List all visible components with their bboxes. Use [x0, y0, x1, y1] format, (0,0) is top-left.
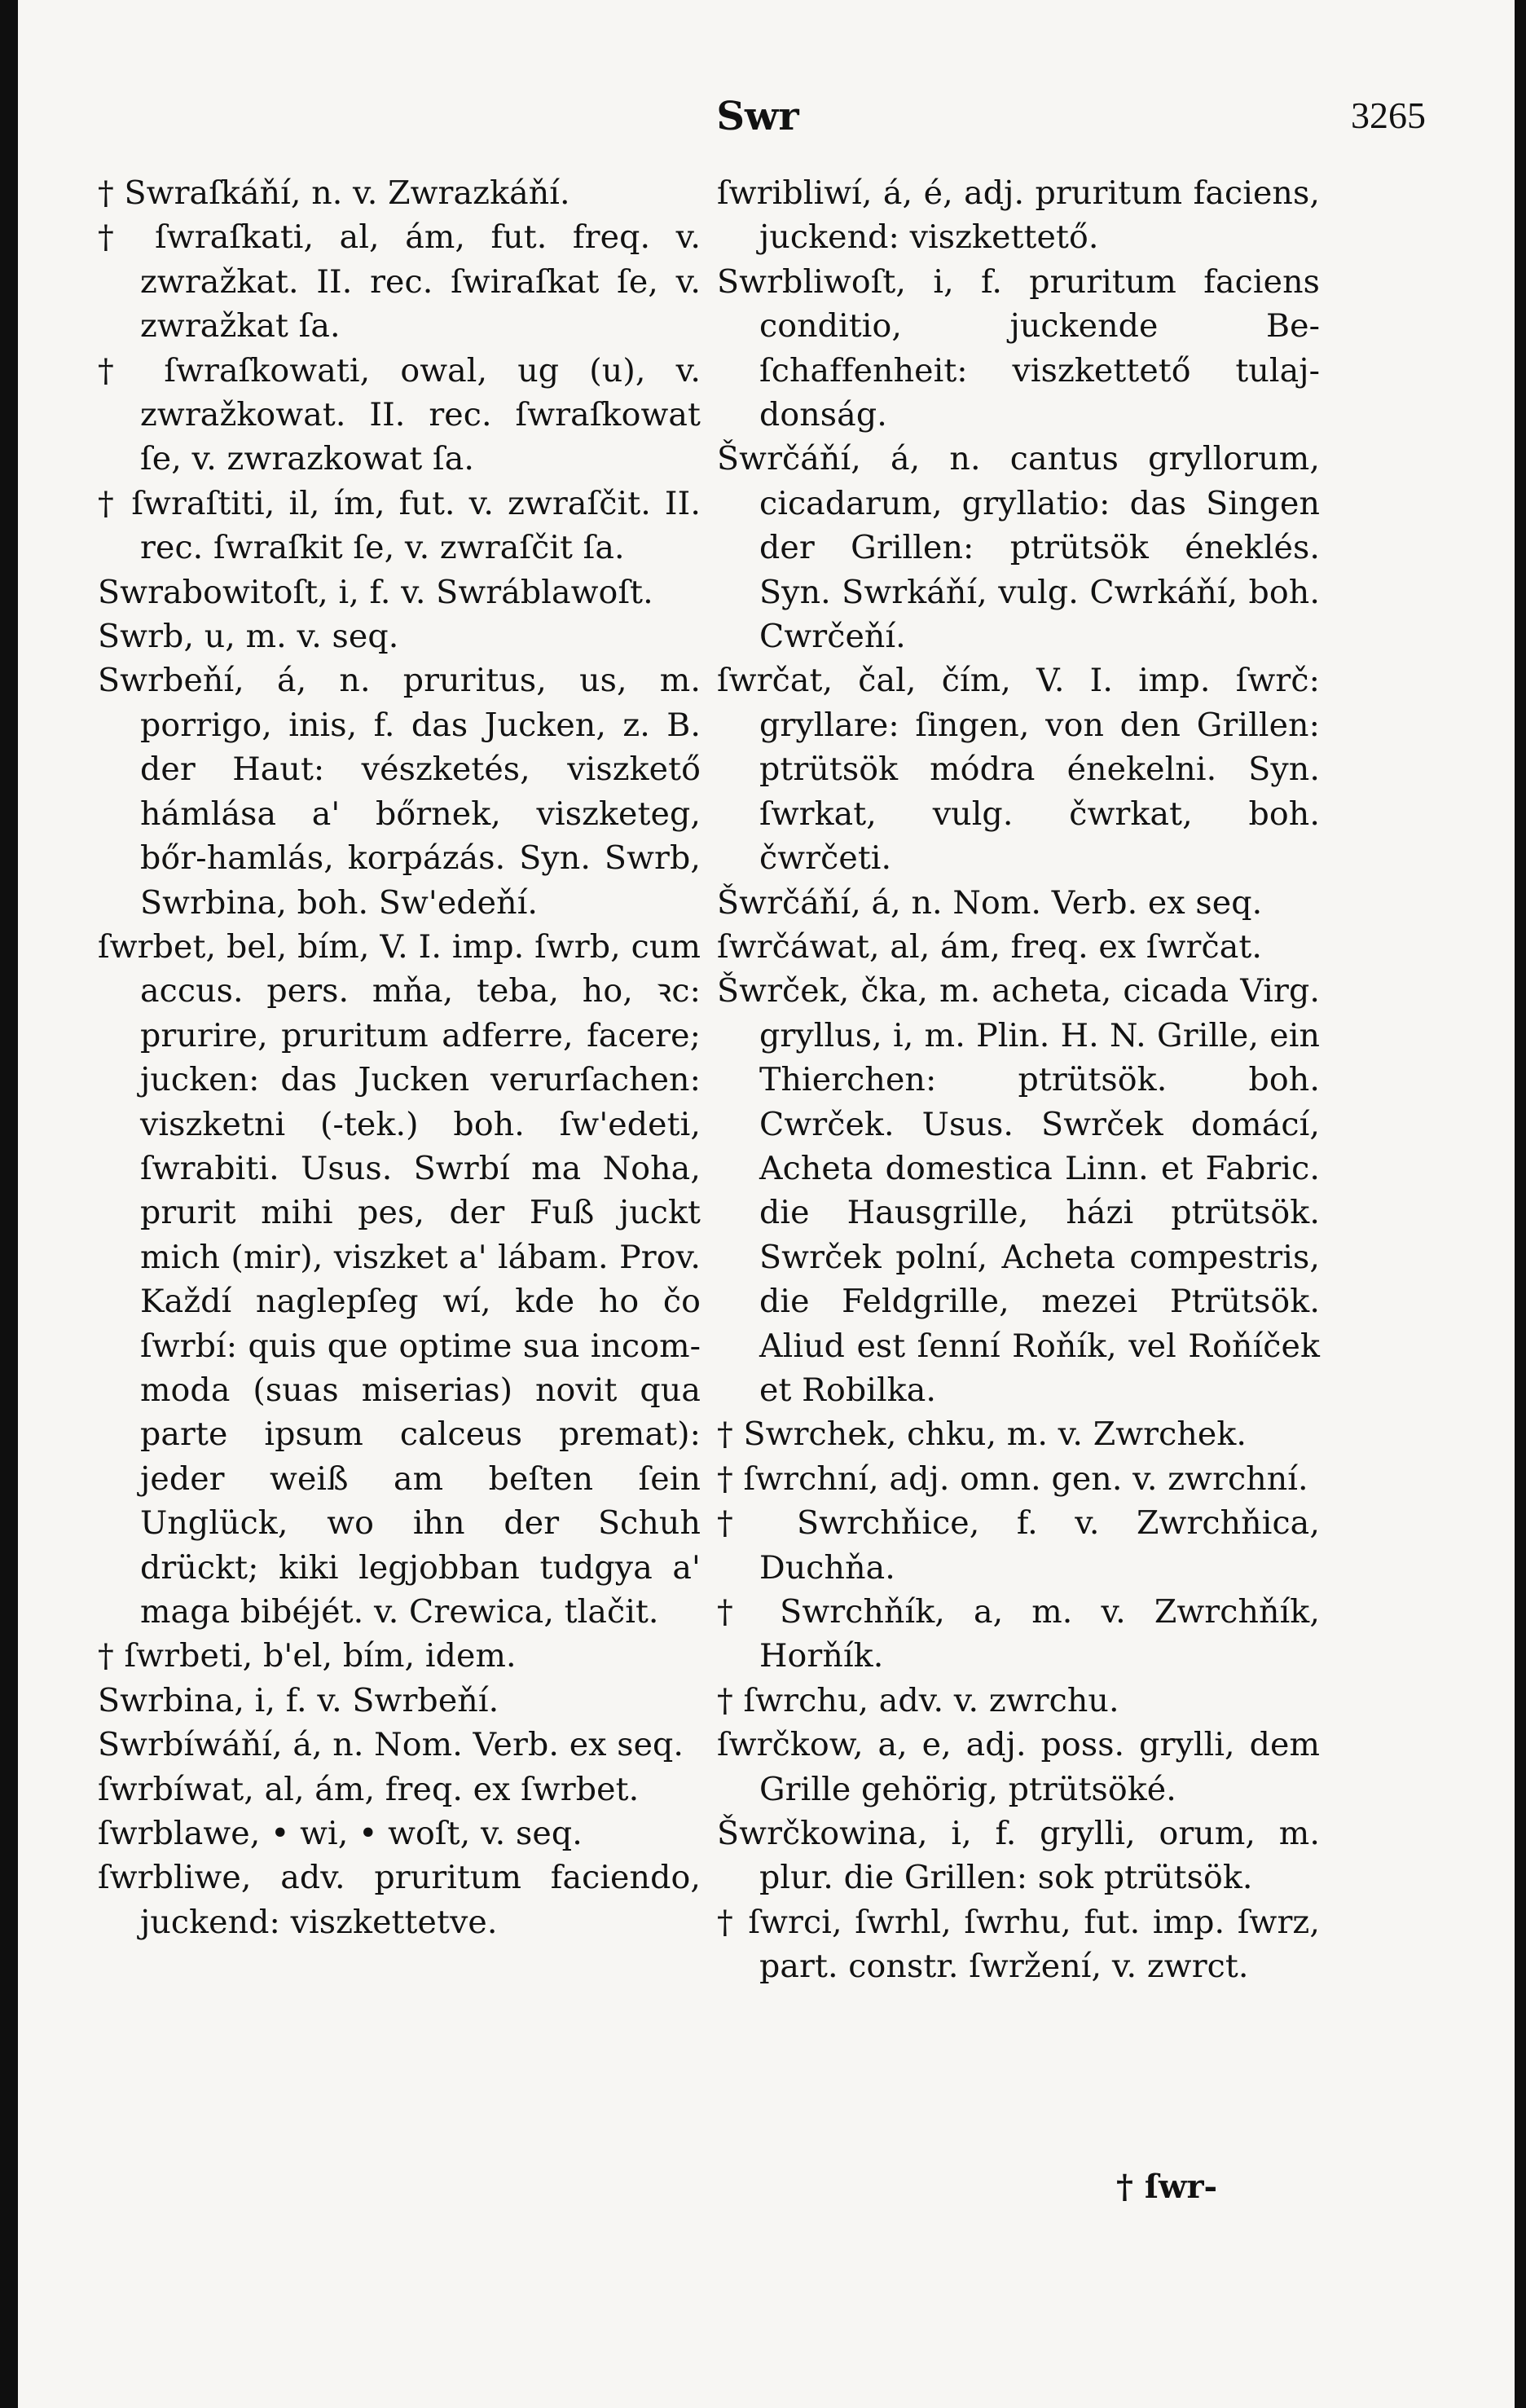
- dictionary-entry: Swrbliwoſt, i, f. pruritum faciens conditio, juckende Beſchaffenheit: viszkettető tulajdonság.: [717, 262, 1320, 434]
- dictionary-entry: ſwrbíwat, al, ám, freq. ex ſwrbet.: [98, 1770, 640, 1808]
- dictionary-entry: ſwrbliwe, adv. pruritum faciendo, juckend: viszkettetve.: [98, 1859, 701, 1941]
- dictionary-entry: Šwrčáňí, á, n. Nom. Verb. ex seq.: [717, 883, 1263, 922]
- left-column: [98, 171, 701, 1944]
- dictionary-entry: Šwrčkowina, i, f. grylli, orum, m. plur. die Grillen: sok ptrütsök.: [717, 1815, 1320, 1897]
- dictionary-entry: ſwrbet, bel, bím, V. I. imp. ſwrb, cum accus. pers. mňa, teba, ho, ꝛc: prurire, pruritum adferre, facere; jucken: das Jucken verurſachen: viszketni (-tek.) boh. ſw'edeti, ſwrabiti. Usus. Swrbí ma Noha, prurit mihi pes, der Fuß juckt mich (mir), viszket a' lábam. Prov. Každí naglepſeg wí, kde ho čo ſwrbí: quis que optime sua incommoda (suas miserias) novit qua parte ipsum calceus premat): jeder weiß am beſten ſein Unglück, wo ihn der Schuh drückt; kiki legjobban tudgya a' maga bibéjét. v. Crewica, tlačit.: [98, 927, 701, 1631]
- dictionary-entry: Swrb, u, m. v. seq.: [98, 618, 399, 656]
- dictionary-entry: † Swraſkáňí, n. v. Zwrazkáňí.: [98, 174, 570, 212]
- dictionary-entry: † ſwraſkati, al, ám, fut. freq. v. zwražkat. II. rec. ſwiraſkat ſe, v. zwražkat ſa.: [98, 218, 701, 346]
- dictionary-entry: Swrbíwáňí, á, n. Nom. Verb. ex seq.: [98, 1726, 684, 1764]
- dictionary-entry: Swrbeňí, á, n. pruritus, us, m. porrigo, inis, f. das Jucken, z. B. der Haut: vészketés, viszkető hámlása a' bőrnek, viszketeg, bőr-hamlás, korpázás. Syn. Swrb, Swrbina, boh. Sw'edeňí.: [98, 662, 701, 922]
- dictionary-entry: † Swrchňík, a, m. v. Zwrchňík, Horňík.: [717, 1593, 1320, 1675]
- dictionary-entry: † ſwraſtiti, il, ím, fut. v. zwraſčit. II. rec. ſwraſkit ſe, v. zwraſčit ſa.: [98, 484, 701, 567]
- right-column: [717, 171, 1320, 1989]
- dictionary-entry: ſwrčat, čal, čím, V. I. imp. ſwrč: gryllare: ſingen, von den Grillen: ptrütsök módra énekelni. Syn. ſwrkat, vulg. čwrkat, boh. čwrčeti.: [717, 662, 1320, 878]
- scan-edge-right: [1515, 0, 1526, 2408]
- dictionary-entry: Šwrček, čka, m. acheta, cicada Virg. gryllus, i, m. Plin. H. N. Grille, ein Thierchen: ptrütsök. boh. Cwrček. Usus. Swrček domácí, Acheta domestica Linn. et Fabric. die Hausgrille, házi ptrütsök. Swrček polní, Acheta compestris, die Feldgrille, mezei Ptrütsök. Aliud est ſenní Roňík, vel Roňíček et Robilka.: [717, 972, 1320, 1409]
- running-head: Swr: [716, 94, 799, 139]
- dictionary-entry: ſwrblawe, • wi, • woſt, v. seq.: [98, 1815, 583, 1853]
- dictionary-entry: Šwrčáňí, á, n. cantus gryllorum, cicadarum, gryllatio: das Singen der Grillen: ptrütsök éneklés. Syn. Swrkáňí, vulg. Cwrkáňí, boh. Cwrčeňí.: [717, 440, 1320, 656]
- page-header: [81, 94, 1458, 151]
- dictionary-page: [81, 77, 1458, 2375]
- dictionary-entry: † Swrchek, chku, m. v. Zwrchek.: [717, 1415, 1247, 1454]
- dictionary-entry: ſwrčkow, a, e, adj. poss. grylli, dem Grille gehörig, ptrütsöké.: [717, 1726, 1320, 1808]
- dictionary-entry: ſwrčáwat, al, ám, freq. ex ſwrčat.: [717, 927, 1263, 966]
- page-number: 3265: [1351, 95, 1426, 136]
- dictionary-entry: † ſwrci, ſwrhl, ſwrhu, fut. imp. ſwrz, part. constr. ſwržení, v. zwrct.: [717, 1903, 1320, 1986]
- dictionary-entry: † ſwraſkowati, owal, ug (u), v. zwražkowat. II. rec. ſwraſkowat ſe, v. zwrazkowat ſa.: [98, 351, 701, 478]
- dictionary-entry: † ſwrbeti, b'el, bím, idem.: [98, 1637, 517, 1675]
- dictionary-entry: † Swrchňice, f. v. Zwrchňica, Duchňa.: [717, 1504, 1320, 1587]
- dictionary-entry: † ſwrchní, adj. omn. gen. v. zwrchní.: [717, 1459, 1308, 1498]
- dictionary-entry: Swrabowitoſt, i, f. v. Swráblawoſt.: [98, 573, 653, 611]
- scan-edge-left: [0, 0, 18, 2408]
- dictionary-entry: Swrbina, i, f. v. Swrbeňí.: [98, 1681, 499, 1719]
- dictionary-entry: ſwribliwí, á, é, adj. pruritum faciens, juckend: viszkettető.: [717, 174, 1320, 257]
- dictionary-entry: † ſwrchu, adv. v. zwrchu.: [717, 1681, 1119, 1719]
- catchword: † ſwr-: [1116, 2168, 1218, 2206]
